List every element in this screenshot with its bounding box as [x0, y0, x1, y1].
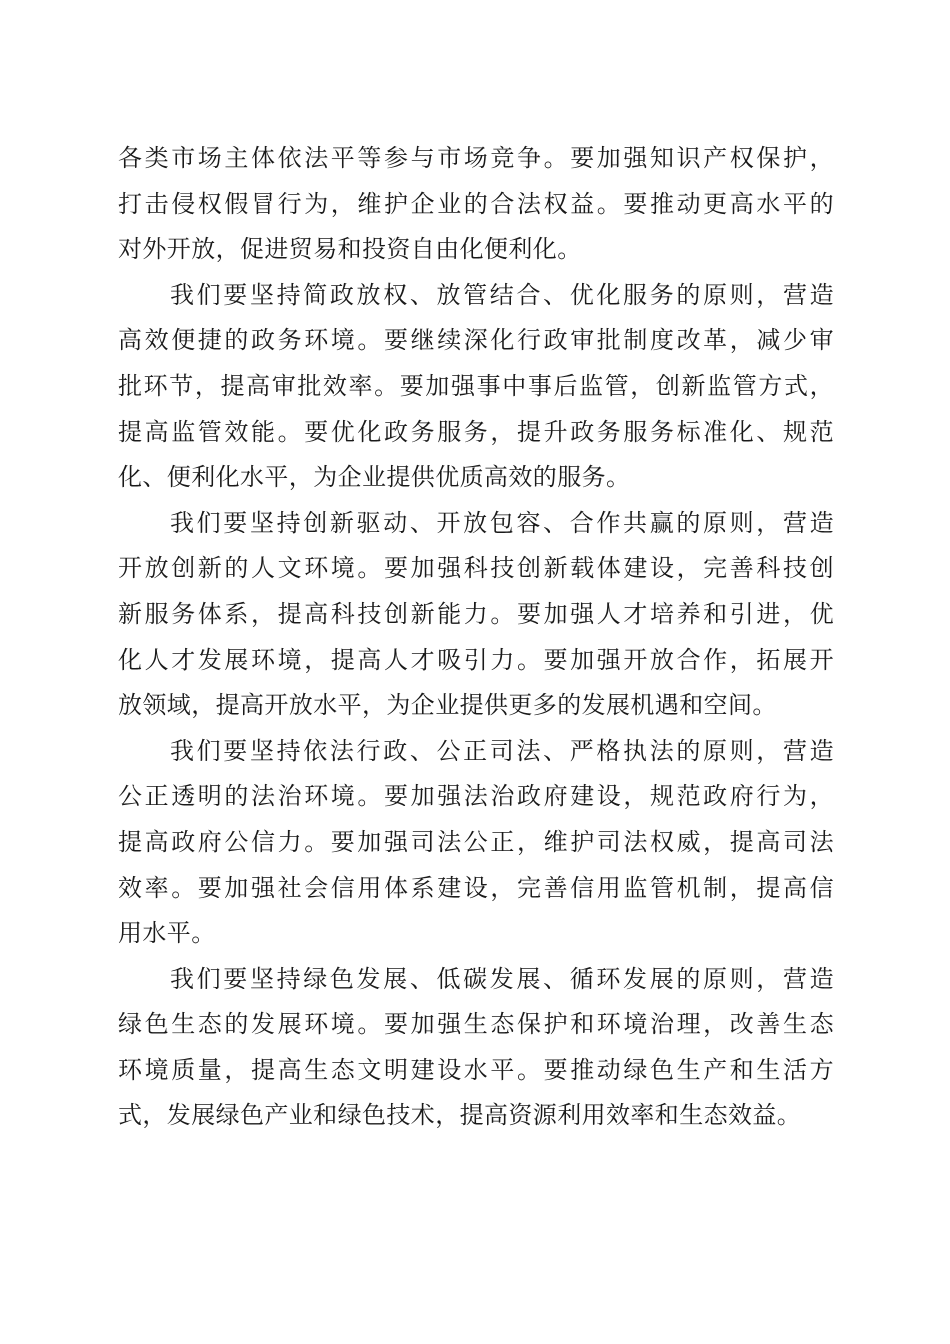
paragraph-line: 打击侵权假冒行为，维护企业的合法权益。要推动更高水平的 [118, 189, 834, 218]
paragraph-line: 我们要坚持简政放权、放管结合、优化服务的原则，营造 [170, 280, 834, 309]
paragraph-line: 用水平。 [118, 919, 216, 948]
paragraph-line: 效率。要加强社会信用体系建设，完善信用监管机制，提高信 [118, 873, 834, 902]
paragraph-1 [118, 136, 834, 273]
paragraph-line: 对外开放，促进贸易和投资自由化便利化。 [118, 235, 582, 264]
paragraph-5 [118, 957, 834, 1139]
paragraph-line: 化、便利化水平，为企业提供优质高效的服务。 [118, 463, 631, 492]
paragraph-line: 开放创新的人文环境。要加强科技创新载体建设，完善科技创 [118, 554, 834, 583]
paragraph-line: 提高政府公信力。要加强司法公正，维护司法权威，提高司法 [118, 827, 834, 856]
paragraph-line: 高效便捷的政务环境。要继续深化行政审批制度改革，减少审 [118, 326, 834, 355]
paragraph-line: 新服务体系，提高科技创新能力。要加强人才培养和引进，优 [118, 599, 834, 628]
paragraph-line: 绿色生态的发展环境。要加强生态保护和环境治理，改善生态 [118, 1010, 834, 1039]
paragraph-line: 各类市场主体依法平等参与市场竞争。要加强知识产权保护， [118, 144, 834, 172]
paragraph-2 [118, 273, 834, 501]
paragraph-line: 我们要坚持绿色发展、低碳发展、循环发展的原则，营造 [170, 964, 834, 993]
paragraph-line: 批环节，提高审批效率。要加强事中事后监管，创新监管方式， [118, 371, 834, 400]
paragraph-line: 式，发展绿色产业和绿色技术，提高资源利用效率和生态效益。 [118, 1101, 802, 1130]
paragraph-line: 放领域，提高开放水平，为企业提供更多的发展机遇和空间。 [118, 691, 777, 720]
paragraph-line: 我们要坚持依法行政、公正司法、严格执法的原则，营造 [170, 736, 834, 765]
paragraph-line: 公正透明的法治环境。要加强法治政府建设，规范政府行为， [118, 782, 834, 811]
paragraph-3 [118, 501, 834, 729]
document-body [118, 136, 834, 1139]
paragraph-line: 提高监管效能。要优化政务服务，提升政务服务标准化、规范 [118, 417, 834, 446]
paragraph-line: 化人才发展环境，提高人才吸引力。要加强开放合作，拓展开 [118, 645, 834, 674]
paragraph-4 [118, 729, 834, 957]
paragraph-line: 环境质量，提高生态文明建设水平。要推动绿色生产和生活方 [118, 1055, 834, 1084]
paragraph-line: 我们要坚持创新驱动、开放包容、合作共赢的原则，营造 [170, 508, 834, 537]
